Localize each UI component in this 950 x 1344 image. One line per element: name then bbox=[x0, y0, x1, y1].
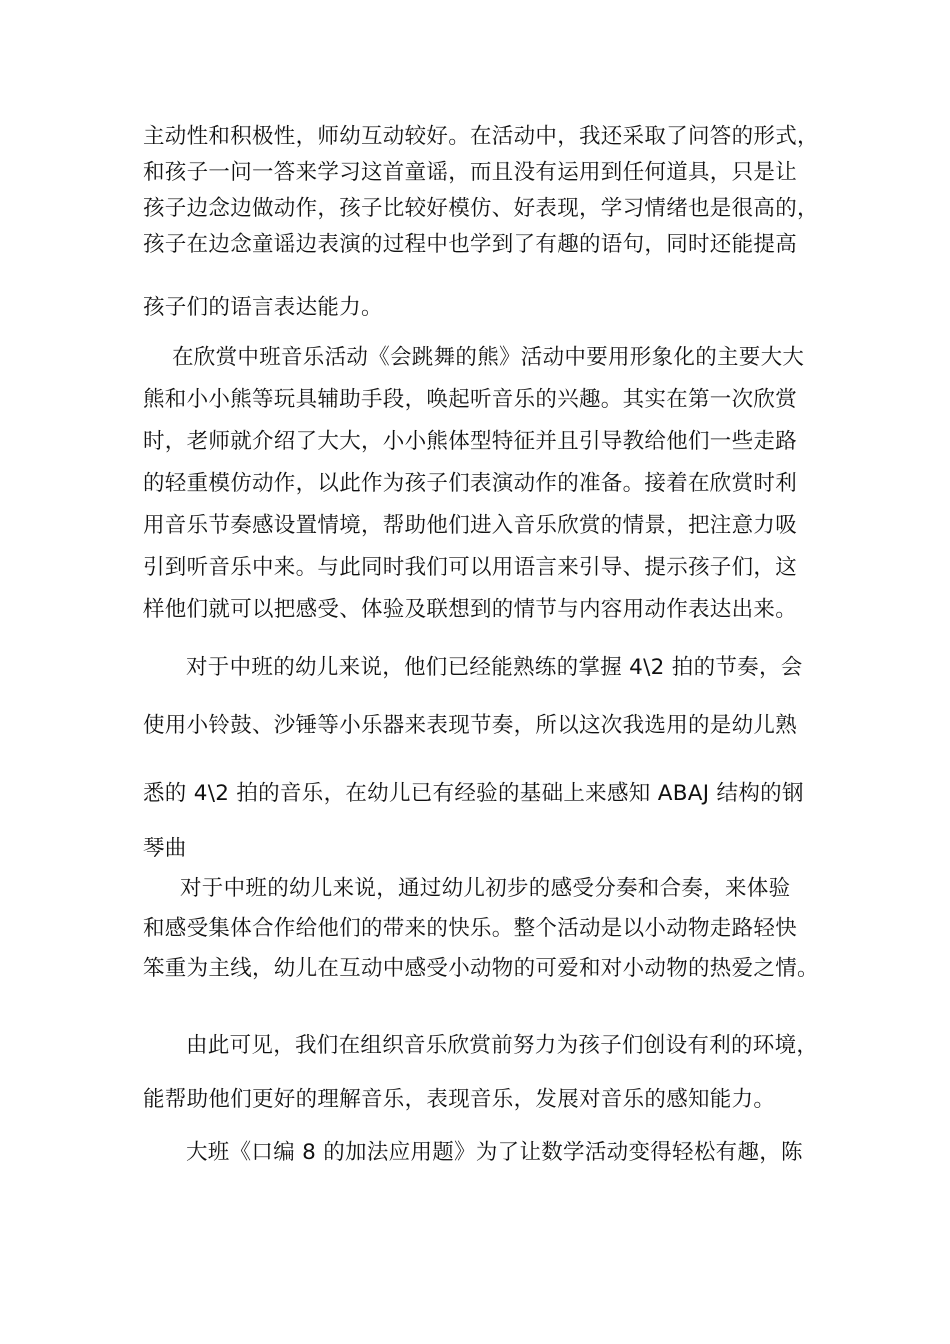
text-line: 对于中班的幼儿来说，他们已经能熟练的掌握 4\2 拍的节奏，会 bbox=[186, 655, 803, 680]
text-line: 在欣赏中班音乐活动《会跳舞的熊》活动中要用形象化的主要大大 bbox=[172, 345, 805, 370]
text-line: 能帮助他们更好的理解音乐，表现音乐，发展对音乐的感知能力。 bbox=[143, 1087, 776, 1112]
text-line: 对于中班的幼儿来说，通过幼儿初步的感受分奏和合奏，来体验 bbox=[180, 876, 791, 901]
text-line: 用音乐节奏感设置情境，帮助他们进入音乐欣赏的情景，把注意力吸 bbox=[143, 513, 798, 538]
text-line: 引到听音乐中来。与此同时我们可以用语言来引导、提示孩子们，这 bbox=[143, 555, 798, 580]
text-line: 和孩子一问一答来学习这首童谣，而且没有运用到任何道具，只是让 bbox=[143, 160, 798, 185]
text-line: 的轻重模仿动作，以此作为孩子们表演动作的准备。接着在欣赏时利 bbox=[143, 471, 798, 496]
text-line: 悉的 4\2 拍的音乐，在幼儿已有经验的基础上来感知 ABAJ 结构的钢 bbox=[143, 781, 804, 806]
text-line: 由此可见，我们在组织音乐欣赏前努力为孩子们创设有利的环境， bbox=[186, 1033, 819, 1058]
text-line: 熊和小小熊等玩具辅助手段，唤起听音乐的兴趣。其实在第一次欣赏 bbox=[143, 387, 798, 412]
text-line: 主动性和积极性，师幼互动较好。在活动中，我还采取了问答的形式， bbox=[143, 124, 819, 149]
text-line: 孩子边念边做动作，孩子比较好模仿、好表现，学习情绪也是很高的， bbox=[143, 196, 819, 221]
text-line: 孩子在边念童谣边表演的过程中也学到了有趣的语句，同时还能提高 bbox=[143, 232, 798, 257]
text-line: 大班《口编 8 的加法应用题》为了让数学活动变得轻松有趣，陈 bbox=[186, 1140, 803, 1165]
text-line: 和感受集体合作给他们的带来的快乐。整个活动是以小动物走路轻快 bbox=[143, 916, 798, 941]
text-line: 样他们就可以把感受、体验及联想到的情节与内容用动作表达出来。 bbox=[143, 597, 798, 622]
text-line: 孩子们的语言表达能力。 bbox=[143, 295, 383, 320]
text-line: 时，老师就介绍了大大，小小熊体型特征并且引导教给他们一些走路 bbox=[143, 429, 798, 454]
text-line: 使用小铃鼓、沙锤等小乐器来表现节奏，所以这次我选用的是幼儿熟 bbox=[143, 713, 798, 738]
text-line: 笨重为主线，幼儿在互动中感受小动物的可爱和对小动物的热爱之情。 bbox=[143, 956, 819, 981]
text-line: 琴曲 bbox=[143, 836, 187, 861]
